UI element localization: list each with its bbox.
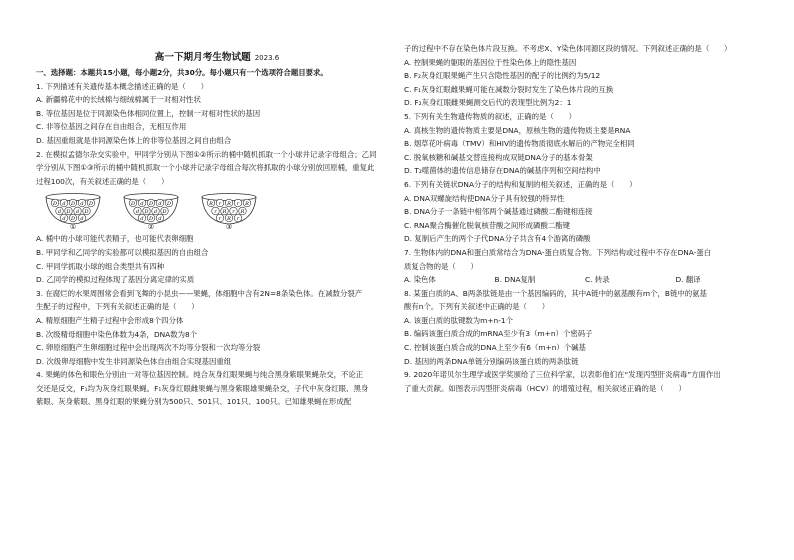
- question-9-cont: 了重大贡献。如图表示丙型肝炎病毒（HCV）的增殖过程，相关叙述正确的是（ ）: [404, 383, 686, 393]
- left-column: [36, 0, 398, 409]
- ball-label: d: [62, 201, 66, 208]
- ball: [161, 208, 169, 216]
- ball-label: R: [245, 201, 249, 208]
- option-line: D. 复制后产生的两个子代DNA分子共含有4个游离的磷酸: [404, 234, 591, 244]
- bucket-2: [122, 192, 180, 231]
- ball: [216, 200, 224, 208]
- option-line: C. 脱氧核糖和碱基交替连接构成双链DNA分子的基本骨架: [404, 152, 593, 162]
- ball-label: d: [158, 216, 162, 223]
- page-title: [36, 50, 398, 66]
- question-2-cont: 过程100次，有关叙述正确的是（ ）: [36, 176, 169, 186]
- ball: [230, 208, 238, 216]
- right-column: [404, 0, 766, 395]
- ball-label: r: [218, 201, 222, 208]
- ball-label: D: [52, 201, 58, 208]
- ball: [147, 200, 155, 208]
- ball-label: D: [84, 209, 89, 216]
- option-line: A. 控制果蝇的躯眼的基因位于性染色体上的隐性基因: [404, 57, 577, 67]
- ball: [51, 200, 59, 208]
- question-3-cont: 生配子的过程中，下列有关叙述正确的是（ ）: [36, 302, 199, 312]
- option-line: B. DNA分子一条链中相邻两个碱基通过磷酸二酯键相连接: [404, 207, 593, 217]
- ball-label: R: [222, 209, 227, 216]
- ball-label: D: [70, 216, 76, 223]
- ball: [87, 200, 95, 208]
- option-line: B. 烟草花叶病毒（TMV）和HIV的遗传物质彻底水解后的产物完全相同: [404, 139, 635, 149]
- ball: [165, 200, 173, 208]
- ball-label: D: [70, 201, 76, 208]
- ball-label: D: [130, 201, 136, 208]
- ball: [225, 200, 233, 208]
- bucket-label-1: ①: [69, 222, 77, 231]
- option-line: C. 卵原细胞产生卵细胞过程中会出现两次不均等分裂和一次均等分裂: [36, 343, 261, 353]
- ball: [56, 208, 64, 216]
- ball: [234, 215, 242, 223]
- ball-label: r: [232, 209, 235, 216]
- option-line: A. 该蛋白质的肽键数为m+n-1个: [404, 315, 513, 325]
- section-heading: 一、选择题：本题共15小题，每小题2分，共30分。每小题只有一个选项符合题目要求。: [36, 68, 328, 77]
- bucket-label-2: ②: [147, 222, 155, 231]
- ball: [138, 215, 146, 223]
- ball: [239, 208, 247, 216]
- ball-label: D: [166, 201, 172, 208]
- ball: [212, 208, 220, 216]
- bucket-1: [44, 192, 102, 231]
- ball-label: r: [236, 216, 240, 223]
- option-line: B. 次级精母细胞中染色体数为4条，DNA数为8个: [36, 329, 198, 339]
- question-4-cont: 紫眼、灰身紫眼、黑身红眼的果蝇分别为500只、501只、101只、100只。已知雄果蝇在形成配: [36, 397, 352, 407]
- ball: [129, 200, 137, 208]
- ball-label: d: [158, 201, 162, 208]
- option-line: D. 基因重组就是非同源染色体上的非等位基因之间自由组合: [36, 135, 232, 145]
- option-a: A. 染色体: [404, 275, 436, 285]
- option-line: A. 精原细胞产生精子过程中会形成8个四分体: [36, 315, 184, 325]
- question-6: 6. 下列有关链状DNA分子的结构和复制的相关叙述，正确的是（ ）: [404, 179, 637, 189]
- option-line: C. RNA聚合酶催化脱氧核苷酸之间形成磷酸二酯键: [404, 220, 571, 230]
- ball: [156, 200, 164, 208]
- ball-label: d: [140, 201, 144, 208]
- question-4-cont: 交还是反交，F₁均为灰身红眼果蝇。F₁灰身红眼雌果蝇与黑身紫眼雄果蝇杂交，子代中灰身红眼、黑身: [36, 383, 369, 393]
- ball: [78, 215, 86, 223]
- ball-label: D: [148, 216, 154, 223]
- ball-label: r: [236, 201, 240, 208]
- option-line: B. 编码该蛋白质合成的mRNA至少有3（m+n）个密码子: [404, 329, 593, 339]
- option-line: C. F₁灰身红眼雌果蝇可能在减数分裂时发生了染色体片段的互换: [404, 84, 614, 94]
- ball: [152, 208, 160, 216]
- option-b: B. DNA复制: [494, 275, 536, 285]
- question-3: 3. 在腐烂的水果周围常会看到飞舞的小昆虫——果蝇，体细胞中含有2N=8条染色体。在减数分裂产: [36, 288, 363, 298]
- bucket-3: [200, 192, 258, 231]
- ball: [143, 208, 151, 216]
- option-line: D. 次级卵母细胞中发生非同源染色体自由组合实现基因重组: [36, 356, 232, 366]
- title-text: 高一下期月考生物试题: [154, 52, 251, 63]
- ball: [78, 200, 86, 208]
- ball: [234, 200, 242, 208]
- ball-label: d: [62, 216, 66, 223]
- question-7: 7. 生物体内的DNA和蛋白质常结合为DNA-蛋白质复合物。下列结构或过程中不存在DNA-蛋白: [404, 247, 712, 257]
- ball-label: D: [66, 209, 71, 216]
- bucket-figure: [36, 190, 398, 230]
- ball-label: r: [214, 209, 217, 216]
- question-2: 2. 在模拟孟德尔杂交实验中，甲同学分别从下图①②所示的桶中随机抓取一个小球并记录字母组合；乙同: [36, 149, 377, 159]
- ball: [60, 215, 68, 223]
- question-7-cont: 质复合物的是（ ）: [404, 261, 478, 271]
- question-1: 1. 下列描述有关遗传基本概念描述正确的是（ ）: [36, 81, 208, 91]
- ball-label: D: [162, 209, 167, 216]
- ball-label: R: [227, 216, 231, 223]
- ball: [74, 208, 82, 216]
- ball-label: d: [57, 209, 62, 216]
- bucket-label-3: ③: [225, 222, 233, 231]
- ball-label: R: [209, 201, 213, 208]
- ball: [221, 208, 229, 216]
- option-line: D. T₂噬菌体的遗传信息储存在DNA的碱基序列和空间结构中: [404, 166, 601, 176]
- question-7-options: [404, 273, 766, 287]
- option-line: D. 乙同学的模拟过程体现了基因分离定律的实质: [36, 275, 195, 285]
- question-9: 9. 2020年诺贝尔生理学或医学奖颁给了三位科学家，以表彰他们在“发现丙型肝炎病毒”方面作出: [404, 370, 721, 380]
- ball-label: r: [218, 216, 222, 223]
- ball: [69, 200, 77, 208]
- ball: [243, 200, 251, 208]
- ball-label: d: [153, 209, 158, 216]
- ball-label: d: [80, 201, 84, 208]
- ball-label: R: [240, 209, 245, 216]
- option-line: A. DNA双螺旋结构使DNA分子具有较强的特异性: [404, 193, 565, 203]
- option-line: B. 甲同学和乙同学的实验都可以模拟基因的自由组合: [36, 247, 209, 257]
- question-4: 4. 果蝇的体色和眼色分别由一对等位基因控制。纯合灰身红眼果蝇与纯合黑身紫眼果蝇杂交，不论正: [36, 370, 364, 380]
- option-line: B. 等位基因是位于同源染色体相同位置上，控制一对相对性状的基因: [36, 108, 261, 118]
- option-line: A. 桶中的小球可能代表精子，也可能代表卵细胞: [36, 234, 194, 244]
- ball-label: d: [135, 209, 140, 216]
- ball-label: d: [140, 216, 144, 223]
- option-line: D. F₂灰身红眼雌果蝇测交后代的表现型比例为2：1: [404, 98, 572, 108]
- ball-label: D: [148, 201, 154, 208]
- ball: [156, 215, 164, 223]
- option-d: D. 翻译: [675, 275, 701, 285]
- option-line: C. 控制该蛋白质合成的DNA上至少有6（m+n）个碱基: [404, 343, 586, 353]
- ball: [65, 208, 73, 216]
- ball: [134, 208, 142, 216]
- question-5: 5. 下列有关生物遗传物质的叙述，正确的是（ ）: [404, 111, 576, 121]
- question-4-cont: 子的过程中不存在染色体片段互换。不考虑X、Y染色体同源区段的情况。下列叙述正确的是（ ）: [404, 44, 732, 53]
- ball-label: d: [80, 216, 84, 223]
- ball: [138, 200, 146, 208]
- option-line: B. F₂灰身红眼果蝇产生只含隐性基因的配子的比例约为5/12: [404, 71, 601, 81]
- option-line: C. 非等位基因之间存在自由组合，无相互作用: [36, 122, 187, 132]
- ball: [60, 200, 68, 208]
- option-line: A. 新疆棉花中的长绒棉与细绒棉属于一对相对性状: [36, 95, 201, 105]
- ball-label: D: [88, 201, 94, 208]
- question-8: 8. 某蛋白质的A、B两条肽链是由一个基因编码的，其中A链中的氨基酸有m个，B链中的氨基: [404, 288, 707, 298]
- ball: [83, 208, 91, 216]
- ball: [216, 215, 224, 223]
- ball-label: d: [75, 209, 80, 216]
- option-line: C. 甲同学抓取小球的组合类型共有四种: [36, 261, 165, 271]
- option-line: D. 基因的两条DNA单链分别编码该蛋白质的两条肽链: [404, 356, 579, 366]
- title-year: 2023.6: [254, 54, 280, 62]
- option-c: C. 转录: [585, 275, 610, 285]
- ball: [207, 200, 215, 208]
- question-2-cont: 学分别从下图①③所示的桶中随机抓取一个小球并记录字母组合每次将抓取的小球分别放回原桶，重复此: [36, 163, 375, 173]
- ball-label: D: [144, 209, 149, 216]
- option-line: A. 真核生物的遗传物质主要是DNA，原核生物的遗传物质主要是RNA: [404, 125, 631, 135]
- question-8-cont: 酸有n个。下列有关叙述中正确的是（ ）: [404, 302, 550, 312]
- ball-label: R: [227, 201, 231, 208]
